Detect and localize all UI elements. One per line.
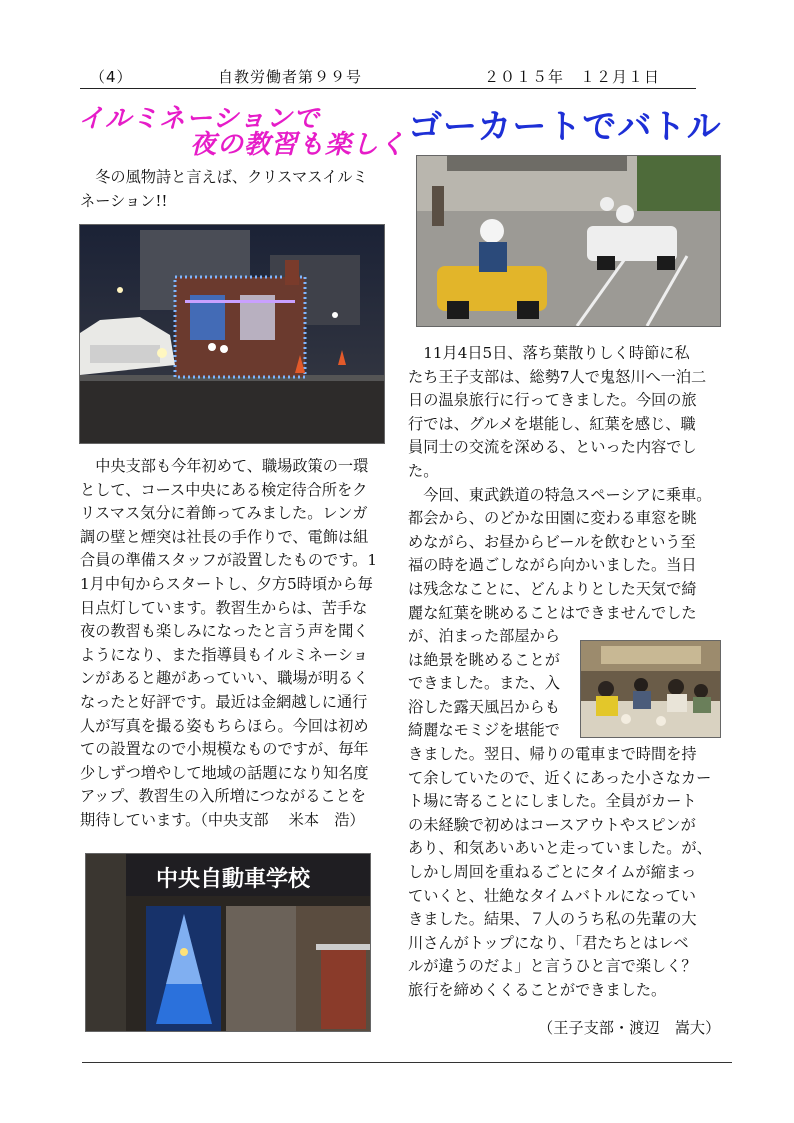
illumination-photo-image — [80, 225, 384, 443]
issue-number: 自教労働者第９９号 — [218, 68, 363, 86]
text-line: リスマス気分に着飾ってみました。レンガ — [80, 504, 368, 523]
text-line: が、泊まった部屋から — [408, 627, 560, 645]
text-line: 福の時を過ごしながら向かいました。当日 — [408, 556, 697, 575]
text-line: 夜の教習も楽しみになったと言う声を聞く — [80, 622, 369, 641]
left-body — [80, 455, 377, 833]
text-line: 人が写真を撮る姿もちらほら。今回は初め — [80, 716, 369, 735]
right-body-wrap — [408, 625, 560, 743]
text-line: きました。翌日、帰りの電車まで時間を持 — [408, 745, 697, 763]
text-line: 行では、グルメを堪能し、紅葉を感じ、職 — [408, 414, 696, 433]
footer-rule — [82, 1062, 732, 1063]
gokart-image — [417, 156, 720, 326]
text-line: 浴した露天風呂からも — [408, 697, 560, 716]
school-entrance-photo — [85, 853, 371, 1032]
text-line: アップ、教習生の入所増につながることを — [80, 787, 366, 806]
gokart-photo — [416, 155, 721, 327]
school-entrance-image — [86, 854, 370, 1031]
text-line: ト場に寄ることにしました。全員がカート — [408, 792, 697, 811]
text-line: 少しずつ増やして地域の話題になり知名度 — [80, 763, 369, 782]
text-line: は残念なことに、どんよりとした天気で綺 — [408, 579, 697, 598]
issue-date: ２０１５年 １２月１日 — [484, 68, 661, 86]
text-line: 川さんがトップになり、「君たちとはレベ — [408, 933, 689, 952]
text-line: あり、和気あいあいと走っていました。が、 — [408, 839, 712, 858]
text-line: しかし周回を重ねるごとにタイムが縮まっ — [408, 862, 697, 881]
text-line: なったと好評です。最近は金網越しに通行 — [80, 692, 368, 711]
text-line: 合員の準備スタッフが設置したものです。1 — [80, 551, 378, 570]
text-line: た。 — [408, 461, 439, 480]
text-line: できました。また、入 — [408, 674, 560, 693]
left-title-line2: 夜の教習も楽しく — [190, 130, 407, 160]
text-line: ルが違うのだよ」と言うひと言で楽しく？ — [408, 957, 697, 976]
text-line: 今回、東武鉄道の特急スペーシアに乗車。 — [408, 485, 712, 504]
page-number: （4） — [90, 68, 133, 86]
text-line: ての設置なので小規模なものですが、毎年 — [80, 740, 369, 759]
text-line: て余していたので、近くにあった小さなカー — [408, 768, 712, 787]
text-line: は絶景を眺めることが — [408, 650, 560, 669]
text-line: きました。結果、７人のうち私の先輩の大 — [408, 910, 697, 929]
text-line: 旅行を締めくくることができました。 — [408, 980, 667, 999]
right-title: ゴーカートでバトル — [408, 107, 722, 147]
text-line: めながら、お昼からビールを飲むという至 — [408, 532, 696, 551]
text-line: 1月中旬からスタートし、夕方5時頃から毎 — [80, 574, 373, 593]
left-title-line1: イルミネーションで — [78, 104, 320, 134]
dinner-image — [581, 641, 720, 737]
text-line: 綺麗なモミジを堪能で — [408, 721, 560, 740]
text-line: たち王子支部は、総勢7人で鬼怒川へ一泊二 — [408, 367, 707, 386]
text-line: 麗な紅葉を眺めることはできませんでした — [408, 603, 697, 622]
dinner-photo — [580, 640, 721, 738]
text-line: 中央支部も今年初めて、職場政策の一環 — [80, 457, 369, 475]
right-body-top — [408, 342, 711, 625]
text-line: 都会から、のどかな田園に変わる車窓を眺 — [408, 509, 697, 528]
text-line: ていくと、壮絶なタイムバトルになってい — [408, 886, 696, 905]
page-header — [80, 66, 696, 89]
text-line: ようになり、また指導員もイルミネーショ — [80, 645, 368, 664]
right-signature: （王子支部・渡辺 嵩大） — [538, 1019, 721, 1037]
illumination-photo — [79, 224, 385, 444]
text-line: 調の壁と煙突は社長の手作りで、電飾は組 — [80, 527, 369, 546]
text-line: ネーション!! — [80, 191, 168, 210]
text-line: 冬の風物詩と言えば、クリスマスイルミ — [80, 168, 368, 186]
text-line: として、コース中央にある検定待合所をク — [80, 480, 368, 499]
right-body-bottom — [408, 743, 712, 1003]
school-sign: 中央自動車学校 — [156, 867, 311, 892]
text-line: 日の温泉旅行に行ってきました。今回の旅 — [408, 391, 697, 410]
text-line: の未経験で初めはコースアウトやスピンが — [408, 815, 696, 834]
text-line: 員同士の交流を深める、といった内容でし — [408, 438, 697, 457]
text-line: ンがあると趣があっていい、職場が明るく — [80, 669, 369, 688]
left-intro — [80, 166, 368, 213]
text-line: 日点灯しています。教習生からは、苦手な — [80, 598, 368, 617]
text-line: 11月4日5日、落ち葉散りしく時節に私 — [408, 344, 690, 362]
text-line: 期待しています。（中央支部 米本 浩） — [80, 810, 365, 829]
